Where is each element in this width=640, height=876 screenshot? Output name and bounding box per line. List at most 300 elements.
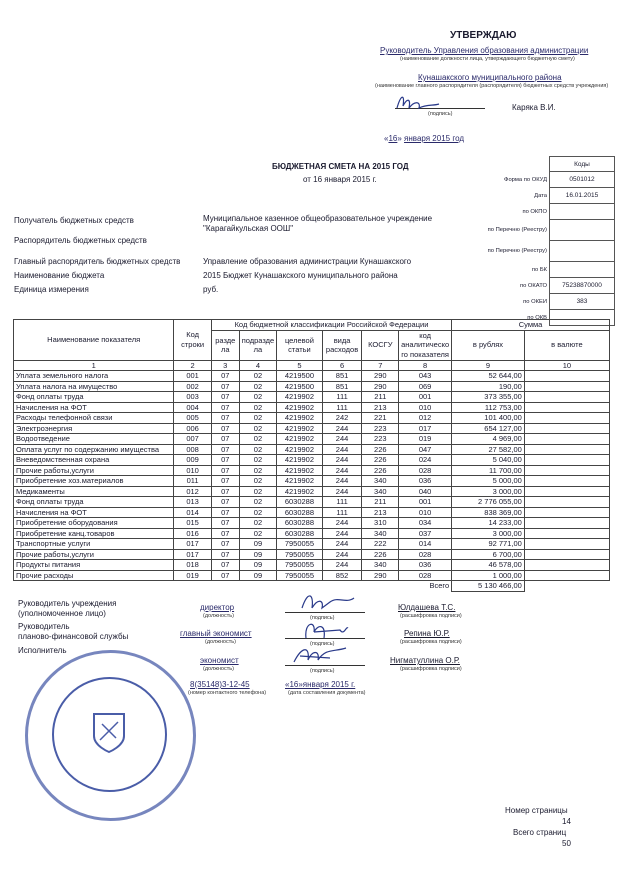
row-cell: 010 <box>399 402 452 413</box>
row-name: Приобретение хоз.материалов <box>14 476 174 487</box>
row-cell: 226 <box>362 444 399 455</box>
codes-row-label: по ОКПО <box>522 208 547 215</box>
row-name: Начисления на ФОТ <box>14 507 174 518</box>
row-name: Расходы телефонной связи <box>14 413 174 424</box>
head-name: Юлдашева Т.С. <box>398 603 456 612</box>
codes-row-value <box>550 262 615 278</box>
row-cell: 4219902 <box>277 413 322 424</box>
codes-box <box>460 156 615 326</box>
approval-position-note: (наименование должности лица, утверждающего бюджетную смету) <box>400 56 575 62</box>
row-cell <box>524 413 609 424</box>
row-cell: 028 <box>399 549 452 560</box>
row-cell: 007 <box>174 434 212 445</box>
row-cell: 005 <box>174 413 212 424</box>
codes-row-value: 16.01.2015 <box>550 188 615 204</box>
document-title: БЮДЖЕТНАЯ СМЕТА НА 2015 ГОД <box>272 162 409 171</box>
fin-label-2: планово-финансовой службы <box>18 632 129 641</box>
row-cell: 6030288 <box>277 497 322 508</box>
row-cell: 4219500 <box>277 381 322 392</box>
row-cell: 111 <box>322 392 362 403</box>
row-cell: 069 <box>399 381 452 392</box>
row-cell: 4219902 <box>277 476 322 487</box>
fin-label-1: Руководитель <box>18 622 70 631</box>
fin-name: Репина Ю.Р. <box>404 629 450 638</box>
table-row <box>14 444 610 455</box>
row-cell: 340 <box>362 528 399 539</box>
row-cell: 009 <box>174 455 212 466</box>
row-cell: 016 <box>174 528 212 539</box>
row-name: Транспортные услуги <box>14 539 174 550</box>
header-sum: Сумма <box>452 320 610 331</box>
row-cell: 02 <box>239 455 277 466</box>
exec-label: Исполнитель <box>18 646 67 655</box>
header-razdel: разде ла <box>211 330 239 360</box>
row-name: Приобретение оборудования <box>14 518 174 529</box>
row-cell <box>524 455 609 466</box>
row-cell: 07 <box>211 528 239 539</box>
row-cell: 242 <box>322 413 362 424</box>
info-label-budget: Наименование бюджета <box>14 271 105 280</box>
exec-name: Нигматуллина О.Р. <box>390 656 460 665</box>
row-cell <box>524 539 609 550</box>
row-cell: 013 <box>174 497 212 508</box>
row-cell: 028 <box>399 570 452 581</box>
row-cell: 010 <box>399 507 452 518</box>
row-cell: 111 <box>322 497 362 508</box>
doc-date-note: (дата составления документа) <box>288 690 366 696</box>
row-cell: 07 <box>211 455 239 466</box>
row-cell: 3 000,00 <box>452 486 525 497</box>
codes-row <box>460 262 615 278</box>
row-name: Прочие работы,услуги <box>14 465 174 476</box>
header-podrazdel: подразде ла <box>239 330 277 360</box>
row-cell: 012 <box>399 413 452 424</box>
row-cell: 001 <box>399 392 452 403</box>
table-row <box>14 507 610 518</box>
row-cell: 02 <box>239 507 277 518</box>
row-name: Электроэнергия <box>14 423 174 434</box>
info-label-main-distributor: Главный распорядитель бюджетных средств <box>14 257 181 266</box>
fin-name-note: (расшифровка подписи) <box>400 639 462 645</box>
head-position: директор <box>200 603 235 612</box>
row-cell: 838 369,00 <box>452 507 525 518</box>
approval-date-rest: января 2015 год <box>404 134 465 143</box>
row-cell: 008 <box>174 444 212 455</box>
table-row <box>14 413 610 424</box>
row-cell: 226 <box>362 465 399 476</box>
codes-row <box>460 220 615 241</box>
row-cell <box>524 465 609 476</box>
codes-row <box>460 188 615 204</box>
row-cell: 6030288 <box>277 528 322 539</box>
header-name: Наименование показателя <box>14 320 174 361</box>
row-cell: 037 <box>399 528 452 539</box>
row-name: Начисления на ФОТ <box>14 402 174 413</box>
row-cell: 340 <box>362 560 399 571</box>
column-number: 2 <box>174 360 212 371</box>
row-cell: 244 <box>322 444 362 455</box>
row-cell: 018 <box>174 560 212 571</box>
row-cell: 4219902 <box>277 455 322 466</box>
row-cell: 07 <box>211 444 239 455</box>
header-vid: вида расходов <box>322 330 362 360</box>
row-cell: 07 <box>211 570 239 581</box>
codes-row-label: по Перечню (Реестру) <box>487 227 547 233</box>
table-row <box>14 549 610 560</box>
row-cell: 07 <box>211 518 239 529</box>
row-cell: 02 <box>239 402 277 413</box>
column-number: 7 <box>362 360 399 371</box>
row-cell: 7950055 <box>277 539 322 550</box>
column-number: 6 <box>322 360 362 371</box>
row-cell: 4219500 <box>277 371 322 382</box>
row-cell: 02 <box>239 465 277 476</box>
row-cell <box>524 392 609 403</box>
row-cell: 07 <box>211 476 239 487</box>
row-name: Прочие расходы <box>14 570 174 581</box>
row-cell: 09 <box>239 560 277 571</box>
approval-signer: Каряка В.И. <box>512 103 556 112</box>
row-cell: 02 <box>239 423 277 434</box>
head-label-1: Руководитель учреждения <box>18 599 117 608</box>
total-empty <box>524 581 609 592</box>
row-cell: 221 <box>362 413 399 424</box>
codes-row-value <box>550 220 615 241</box>
table-row <box>14 528 610 539</box>
row-cell: 244 <box>322 560 362 571</box>
row-cell: 028 <box>399 465 452 476</box>
seal-emblem-icon <box>92 712 126 754</box>
row-cell: 011 <box>174 476 212 487</box>
row-cell: 02 <box>239 528 277 539</box>
row-cell: 290 <box>362 371 399 382</box>
row-cell: 07 <box>211 560 239 571</box>
row-cell: 07 <box>211 434 239 445</box>
phone-note: (номер контактного телефона) <box>188 690 267 696</box>
row-cell: 02 <box>239 381 277 392</box>
row-cell: 290 <box>362 381 399 392</box>
row-cell: 340 <box>362 486 399 497</box>
table-row <box>14 560 610 571</box>
head-signature-note: (подпись) <box>310 615 335 621</box>
head-label-2: (уполномоченное лицо) <box>18 609 106 618</box>
row-cell: 4219902 <box>277 465 322 476</box>
row-cell: 373 355,00 <box>452 392 525 403</box>
row-cell: 52 644,00 <box>452 371 525 382</box>
header-anal: код аналитическо го показателя <box>399 330 452 360</box>
page-number: 14 <box>562 817 571 826</box>
row-cell: 02 <box>239 497 277 508</box>
row-cell: 07 <box>211 371 239 382</box>
approval-title: УТВЕРЖДАЮ <box>450 30 517 41</box>
total-pages-number: 50 <box>562 839 571 848</box>
row-cell: 222 <box>362 539 399 550</box>
row-cell <box>524 560 609 571</box>
header-val: в валюте <box>524 330 609 360</box>
codes-row-label: по БК <box>531 266 547 273</box>
row-cell <box>524 434 609 445</box>
row-cell: 4219902 <box>277 486 322 497</box>
budget-table <box>13 319 610 592</box>
row-cell: 09 <box>239 570 277 581</box>
codes-row-value <box>550 204 615 220</box>
codes-row-label: по Перечню (Реестру) <box>487 248 547 254</box>
row-cell: 223 <box>362 434 399 445</box>
row-cell: 190,00 <box>452 381 525 392</box>
table-row <box>14 570 610 581</box>
row-cell: 46 578,00 <box>452 560 525 571</box>
row-name: Прочие работы,услуги <box>14 549 174 560</box>
row-cell <box>524 518 609 529</box>
row-cell: 7950055 <box>277 570 322 581</box>
row-cell: 07 <box>211 402 239 413</box>
row-cell: 226 <box>362 455 399 466</box>
row-cell: 213 <box>362 507 399 518</box>
row-cell: 6030288 <box>277 507 322 518</box>
row-cell: 017 <box>174 549 212 560</box>
row-cell: 27 582,00 <box>452 444 525 455</box>
row-name: Вневедомственная охрана <box>14 455 174 466</box>
row-cell: 017 <box>174 539 212 550</box>
row-cell: 034 <box>399 518 452 529</box>
row-cell: 14 233,00 <box>452 518 525 529</box>
codes-row-value: 383 <box>550 294 615 310</box>
table-row <box>14 423 610 434</box>
row-cell: 003 <box>174 392 212 403</box>
row-cell: 851 <box>322 371 362 382</box>
row-cell: 02 <box>239 486 277 497</box>
row-cell: 3 000,00 <box>452 528 525 539</box>
row-cell: 014 <box>174 507 212 518</box>
row-cell: 5 040,00 <box>452 455 525 466</box>
codes-row <box>460 294 615 310</box>
row-cell: 223 <box>362 423 399 434</box>
row-cell: 211 <box>362 392 399 403</box>
codes-row-label: по ОКАТО <box>519 282 547 289</box>
fin-signature-note: (подпись) <box>310 641 335 647</box>
total-value: 5 130 466,00 <box>452 581 525 592</box>
table-row <box>14 465 610 476</box>
head-signature-icon <box>298 590 358 614</box>
row-cell: 02 <box>239 476 277 487</box>
row-cell: 244 <box>322 455 362 466</box>
doc-date: «16»января 2015 г. <box>285 680 356 689</box>
row-cell: 036 <box>399 560 452 571</box>
row-cell: 004 <box>174 402 212 413</box>
row-cell: 07 <box>211 413 239 424</box>
codes-row <box>460 278 615 294</box>
approval-org-note: (наименование главного распорядителя (распорядителя) бюджетных средств учреждения) <box>375 83 609 89</box>
row-cell: 7950055 <box>277 549 322 560</box>
row-name: Уплата налога на имущество <box>14 381 174 392</box>
row-cell: 2 776 055,00 <box>452 497 525 508</box>
approval-date-day: 16 <box>388 134 398 143</box>
row-cell: 6030288 <box>277 518 322 529</box>
row-cell: 101 400,00 <box>452 413 525 424</box>
row-cell: 654 127,00 <box>452 423 525 434</box>
row-cell: 92 771,00 <box>452 539 525 550</box>
header-rub: в рублях <box>452 330 525 360</box>
exec-name-note: (расшифровка подписи) <box>400 666 462 672</box>
row-name: Водоотведение <box>14 434 174 445</box>
row-cell: 02 <box>239 444 277 455</box>
row-name: Приобретение канц.товаров <box>14 528 174 539</box>
exec-position: экономист <box>200 656 239 665</box>
column-number: 3 <box>211 360 239 371</box>
row-cell: 244 <box>322 476 362 487</box>
column-number: 1 <box>14 360 174 371</box>
row-name: Уплата земельного налога <box>14 371 174 382</box>
row-cell: 043 <box>399 371 452 382</box>
row-cell: 024 <box>399 455 452 466</box>
row-cell: 07 <box>211 507 239 518</box>
row-cell: 226 <box>362 549 399 560</box>
row-cell: 1 000,00 <box>452 570 525 581</box>
row-cell: 07 <box>211 486 239 497</box>
row-name: Фонд оплаты труда <box>14 497 174 508</box>
row-cell: 5 000,00 <box>452 476 525 487</box>
table-row <box>14 497 610 508</box>
row-cell <box>524 476 609 487</box>
info-value-budget: 2015 Бюджет Кунашакского муниципального района <box>203 271 398 280</box>
row-cell: 244 <box>322 465 362 476</box>
row-cell: 211 <box>362 497 399 508</box>
row-cell: 07 <box>211 549 239 560</box>
header-kosgu: КОСГУ <box>362 330 399 360</box>
document-date: от 16 января 2015 г. <box>303 175 377 184</box>
row-cell: 340 <box>362 476 399 487</box>
row-cell: 244 <box>322 434 362 445</box>
row-cell: 244 <box>322 539 362 550</box>
table-row <box>14 371 610 382</box>
row-cell: 290 <box>362 570 399 581</box>
info-value-main-distributor: Управление образования администрации Кунашакского <box>203 257 412 266</box>
total-pages-label: Всего страниц <box>513 828 567 837</box>
row-cell: 07 <box>211 423 239 434</box>
fin-position-note: (должность) <box>205 639 236 645</box>
row-cell: 002 <box>174 381 212 392</box>
table-row <box>14 518 610 529</box>
row-cell: 4219902 <box>277 434 322 445</box>
row-cell: 014 <box>399 539 452 550</box>
row-cell <box>524 497 609 508</box>
table-row <box>14 455 610 466</box>
header-code: Код строки <box>174 320 212 361</box>
row-cell: 07 <box>211 392 239 403</box>
codes-row <box>460 204 615 220</box>
codes-row-label: Дата <box>534 192 547 199</box>
row-cell: 07 <box>211 497 239 508</box>
exec-signature-icon <box>290 642 350 668</box>
info-label-unit: Единица измерения <box>14 285 89 294</box>
row-cell: 6 700,00 <box>452 549 525 560</box>
row-cell: 111 <box>322 402 362 413</box>
row-cell: 07 <box>211 381 239 392</box>
codes-header: Коды <box>550 157 615 172</box>
table-row <box>14 539 610 550</box>
row-name: Оплата услуг по содержанию имущества <box>14 444 174 455</box>
row-cell: 4219902 <box>277 392 322 403</box>
row-cell: 040 <box>399 486 452 497</box>
row-cell: 012 <box>174 486 212 497</box>
row-cell <box>524 381 609 392</box>
row-name: Продукты питания <box>14 560 174 571</box>
column-number: 9 <box>452 360 525 371</box>
page-label: Номер страницы <box>505 806 568 815</box>
row-cell <box>524 528 609 539</box>
row-cell: 4 969,00 <box>452 434 525 445</box>
row-cell: 006 <box>174 423 212 434</box>
row-cell: 09 <box>239 549 277 560</box>
row-cell: 001 <box>399 497 452 508</box>
row-cell <box>524 507 609 518</box>
row-cell <box>524 486 609 497</box>
info-value-unit: руб. <box>203 285 219 294</box>
header-cel: целевой статьи <box>277 330 322 360</box>
head-name-note: (расшифровка подписи) <box>400 613 462 619</box>
approval-position: Руководитель Управления образования администрации <box>380 46 589 55</box>
codes-row-label: по ОКВ <box>527 314 547 321</box>
row-cell: 851 <box>322 381 362 392</box>
table-row <box>14 392 610 403</box>
row-cell: 213 <box>362 402 399 413</box>
row-cell: 244 <box>322 528 362 539</box>
table-row <box>14 476 610 487</box>
row-cell: 019 <box>399 434 452 445</box>
codes-row-label: Форма по ОКУД <box>504 176 547 183</box>
row-cell <box>524 570 609 581</box>
row-cell <box>524 402 609 413</box>
row-cell <box>524 371 609 382</box>
codes-row <box>460 241 615 262</box>
row-cell: 036 <box>399 476 452 487</box>
row-cell: 112 753,00 <box>452 402 525 413</box>
row-cell: 310 <box>362 518 399 529</box>
row-cell: 4219902 <box>277 402 322 413</box>
row-cell: 244 <box>322 486 362 497</box>
row-cell: 019 <box>174 570 212 581</box>
row-cell: 4219902 <box>277 444 322 455</box>
row-cell: 111 <box>322 507 362 518</box>
row-cell: 07 <box>211 539 239 550</box>
row-cell: 7950055 <box>277 560 322 571</box>
row-cell: 244 <box>322 518 362 529</box>
approval-org: Кунашакского муниципального района <box>418 73 562 82</box>
table-row <box>14 434 610 445</box>
codes-row-value: 75238870000 <box>550 278 615 294</box>
header-kbk: Код бюджетной классификации Российской Федерации <box>211 320 451 331</box>
row-cell: 244 <box>322 423 362 434</box>
row-cell: 010 <box>174 465 212 476</box>
approval-date: «16» января 2015 год <box>384 134 465 143</box>
row-cell: 07 <box>211 465 239 476</box>
column-number: 8 <box>399 360 452 371</box>
row-cell: 11 700,00 <box>452 465 525 476</box>
exec-position-note: (должность) <box>203 666 234 672</box>
exec-signature-note: (подпись) <box>310 668 335 674</box>
row-cell <box>524 549 609 560</box>
row-cell <box>524 423 609 434</box>
table-row <box>14 402 610 413</box>
row-cell: 015 <box>174 518 212 529</box>
table-row <box>14 381 610 392</box>
info-label-recipient: Получатель бюджетных средств <box>14 216 134 225</box>
row-cell: 02 <box>239 371 277 382</box>
table-row <box>14 486 610 497</box>
approval-signature-note: (подпись) <box>428 111 453 117</box>
info-value-recipient: Муниципальное казенное общеобразовательное учреждение "Карагайкульская ООШ" <box>203 214 433 233</box>
codes-row <box>460 172 615 188</box>
